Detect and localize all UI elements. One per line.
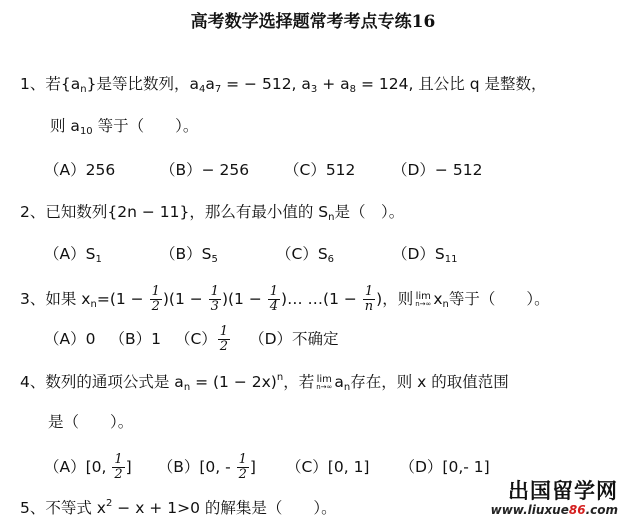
option-b: （B）1: [109, 330, 161, 348]
question-4-line-1: 4、数列的通项公式是 $a_n = (1 - 2x)^n$，若 lim n→∞ $a_n$存在，则 x 的取值范围: [20, 372, 509, 393]
watermark-text: 出国留学网: [508, 479, 618, 503]
question-4-line-2: 是（ ）。: [48, 413, 134, 431]
question-number: 2、: [20, 203, 46, 221]
option-c: $(C)S_6$: [276, 245, 335, 265]
option-a: （A）0: [44, 330, 96, 348]
fraction: $\frac{1}{4}$: [269, 284, 279, 314]
option-b: （B）[0, - $\frac{1}{2}$ ]: [157, 452, 256, 482]
option-a: （A）256: [44, 161, 116, 179]
fraction: $\frac{1}{n}$: [364, 284, 374, 314]
question-4-options: [44, 450, 490, 484]
fraction: $\frac{1}{2}$: [238, 452, 247, 482]
watermark-logo: [491, 479, 618, 517]
option-d: （D）− 512: [392, 161, 483, 179]
question-1-line-2: 则 $a_{10}$ 等于（ ）。: [50, 117, 199, 137]
option-a: （A）[0, $\frac{1}{2}$ ]: [44, 452, 132, 482]
limit-symbol: lim n→∞: [415, 290, 432, 308]
question-number: 3、: [20, 290, 46, 308]
fraction: $\frac{1}{2}$: [151, 284, 160, 314]
option-c: （C）[0, 1]: [285, 458, 370, 476]
question-5-line-1: 5、不等式 $x^2 - x + 1>0$ 的解集是（ ）。: [20, 498, 337, 517]
question-number: 5、: [20, 499, 46, 517]
option-a: $(A)S_1$: [44, 245, 102, 265]
fraction: $\frac{1}{2}$: [219, 324, 229, 354]
option-b: （B）− 256: [160, 161, 250, 179]
question-number: 1、: [20, 75, 46, 93]
option-c: （C） $\frac{1}{2}$: [174, 324, 229, 354]
fraction: $\frac{1}{3}$: [210, 284, 219, 314]
question-2-line-1: 2、已知数列{2n − 11}，那么有最小值的 $S_n$是（ ）。: [20, 203, 405, 223]
question-3-line-1: 3、如果 $x_n=(1$ − $\frac{1}{2}$ )(1 − $\frac{1}{3}$ )(1 − $\frac{1}{4}$ )… …(1 − $\frac{1}{n}$ )，则 lim n→∞ $x_n$等于（ ）。: [20, 284, 550, 314]
option-c: （C）512: [284, 161, 356, 179]
watermark-url: www.liuxue86.com: [490, 503, 618, 517]
option-d: （D）不确定: [249, 330, 339, 348]
option-b: $(B)S_5$: [160, 245, 218, 265]
question-1-line-1: 1、若$\{a_n\}$是等比数列，$a_4a_7$ = − 512, $a_3 + a_8 = 124$, 且公比 q 是整数，: [20, 75, 547, 95]
option-d: （D）[0,- 1]: [399, 458, 490, 476]
page-title: 高考数学选择题常考考点专练16: [190, 12, 436, 32]
question-number: 4、: [20, 373, 46, 391]
question-3-options: [44, 322, 339, 356]
option-d: $(D)S_{11}$: [392, 245, 458, 265]
limit-symbol: lim n→∞: [316, 373, 333, 391]
fraction: $\frac{1}{2}$: [114, 452, 123, 482]
